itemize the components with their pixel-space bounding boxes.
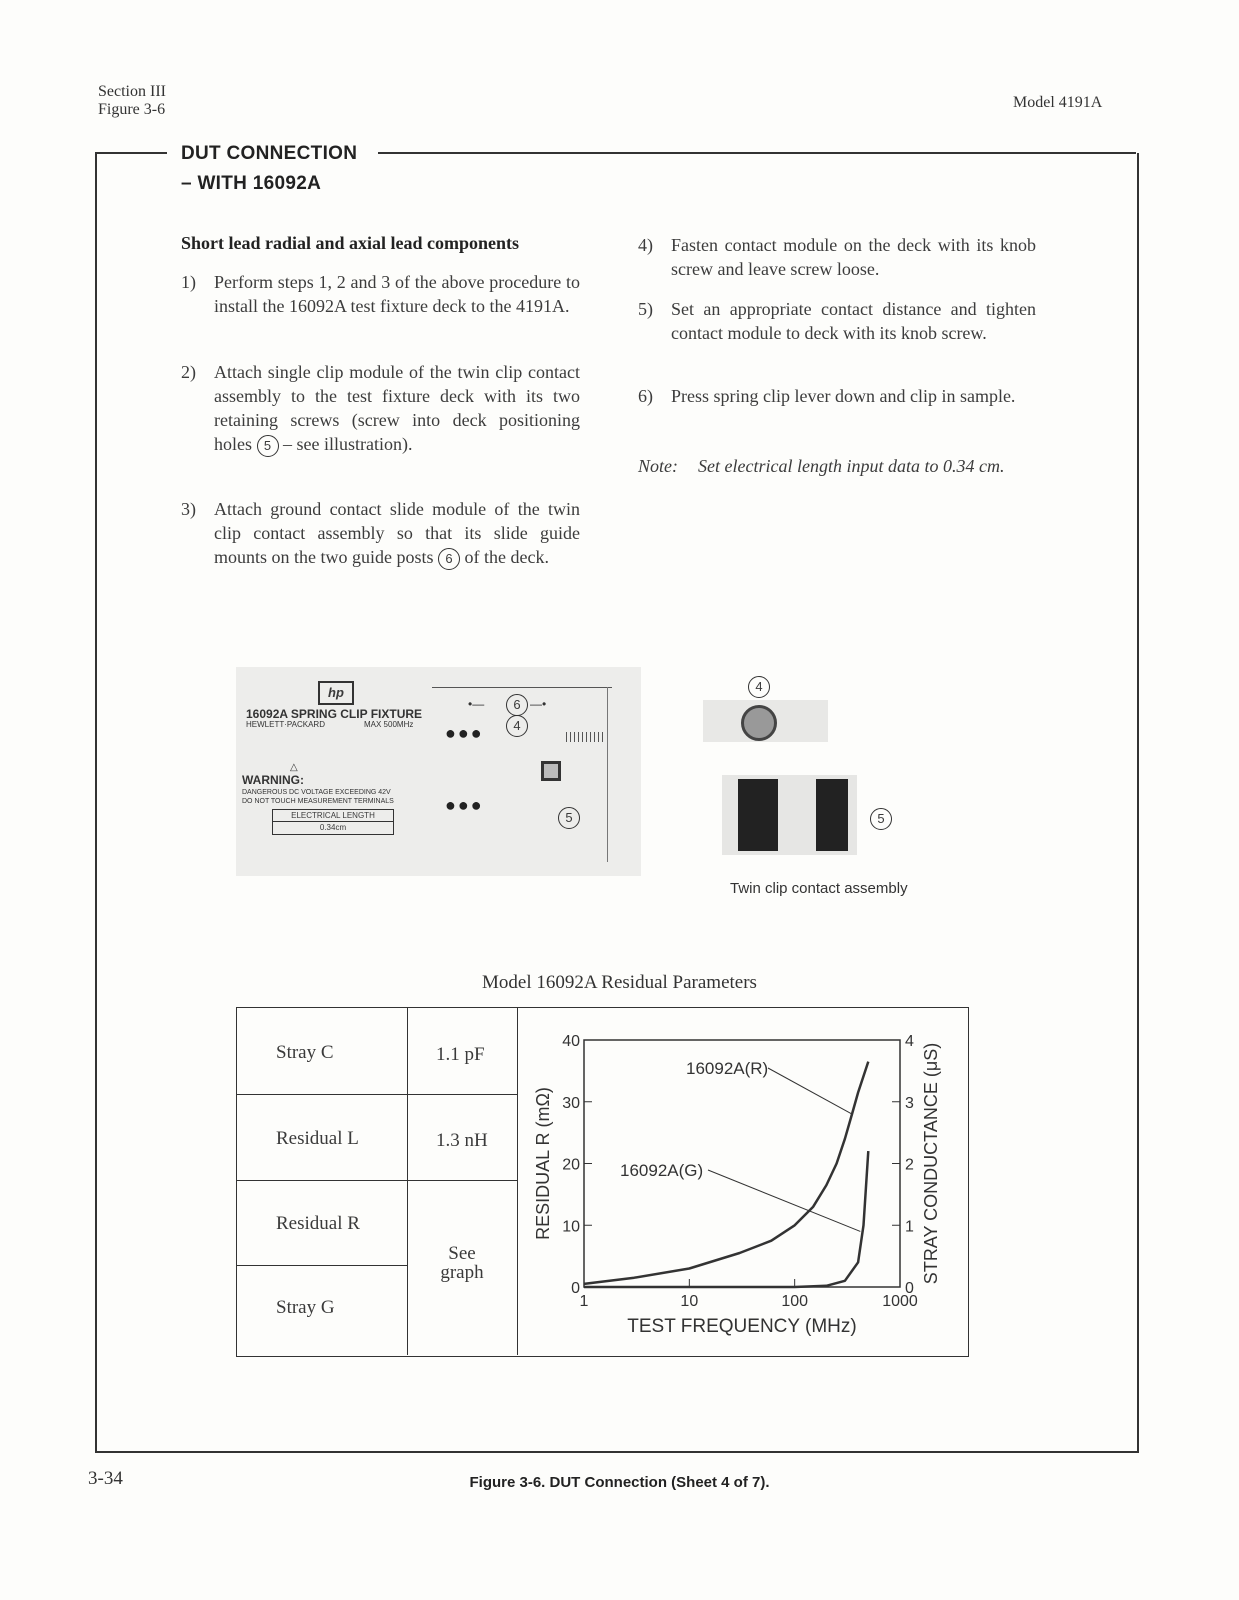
scale-ticks	[566, 732, 606, 742]
note-label: Note:	[638, 456, 678, 476]
warning-triangle-icon: △	[290, 762, 298, 773]
row-divider-1	[236, 1094, 517, 1095]
clip-block-left	[738, 779, 778, 851]
series-label-g: 16092A(G)	[620, 1161, 704, 1180]
clip-callout-5-icon: 5	[870, 808, 892, 830]
fixture-name: 16092A SPRING CLIP FIXTURE	[246, 707, 423, 721]
y2-tick-label: 1	[905, 1218, 914, 1236]
y-tick-label: 20	[562, 1156, 580, 1174]
value-residual-l: 1.3 nH	[436, 1130, 488, 1151]
y-tick-label: 30	[562, 1094, 580, 1112]
residual-title: Model 16092A Residual Parameters	[482, 972, 757, 993]
model-label: Model 4191A	[1013, 94, 1103, 111]
electrical-length-box	[272, 809, 394, 835]
title-line-1: DUT CONNECTION	[181, 143, 358, 164]
step-2-text	[214, 360, 580, 457]
step-5-number: 5)	[638, 299, 653, 319]
fixture-deck-edge	[432, 687, 612, 688]
figure-label: Figure 3-6	[98, 101, 166, 118]
callout-5-photo-icon: 5	[558, 807, 580, 829]
x-axis-label: TEST FREQUENCY (MHz)	[627, 1316, 857, 1337]
param-residual-r: Residual R	[276, 1213, 360, 1234]
frame-top-right-rule	[378, 152, 1136, 154]
series-leader-g	[708, 1170, 860, 1231]
note-text: Set electrical length input data to 0.34 cm.	[698, 456, 1005, 476]
step-6-text: Press spring clip lever down and clip in sample.	[671, 386, 1016, 406]
x-tick-label: 100	[781, 1293, 809, 1310]
electrical-length-value: 0.34cm	[319, 823, 347, 832]
knob-screw-icon	[741, 705, 777, 741]
fixture-max: MAX 500MHz	[364, 720, 414, 729]
clip-module-photo	[703, 700, 828, 742]
step-3-text-after: of the deck.	[464, 547, 549, 567]
fixture-deck-side	[607, 687, 608, 862]
callout-5-icon: 5	[257, 435, 279, 457]
step-1	[181, 270, 580, 318]
y2-tick-label: 2	[905, 1156, 914, 1174]
y-axis-label: RESIDUAL R (mΩ)	[533, 1087, 553, 1240]
guide-post-right: —•	[530, 697, 547, 711]
hp-logo: hp	[318, 681, 354, 705]
y2-tick-label: 0	[905, 1280, 914, 1297]
fixture-photo	[236, 667, 641, 876]
y2-tick-label: 3	[905, 1094, 914, 1112]
step-1-text: Perform steps 1, 2 and 3 of the above procedure to install the 16092A test fixture deck to the 4191A.	[214, 272, 580, 316]
see-graph-note	[407, 1244, 517, 1282]
row-divider-3	[236, 1265, 407, 1266]
warning-line-1: DANGEROUS DC VOLTAGE EXCEEDING 42V	[242, 789, 391, 796]
y-tick-label: 10	[562, 1218, 580, 1236]
contact-terminal-icon	[541, 761, 561, 781]
step-3-text	[214, 497, 580, 570]
y-tick-label: 40	[562, 1033, 580, 1050]
value-stray-c: 1.1 pF	[436, 1044, 485, 1065]
section-title	[181, 139, 357, 199]
figure-caption: Figure 3-6. DUT Connection (Sheet 4 of 7).	[469, 1474, 770, 1491]
param-stray-c: Stray C	[276, 1042, 334, 1063]
callout-4-photo-icon: 4	[506, 715, 528, 737]
y-tick-label: 0	[571, 1280, 580, 1297]
see-graph-line-2: graph	[440, 1262, 484, 1283]
x-tick-label: 1	[579, 1293, 589, 1310]
step-5-text: Set an appropriate contact distance and tighten contact module to deck with its knob screw.	[671, 299, 1036, 343]
param-residual-l: Residual L	[276, 1128, 359, 1149]
left-heading: Short lead radial and axial lead components	[181, 233, 520, 253]
step-3-text-before: Attach ground contact slide module of the twin clip contact assembly so that its slide guide mounts on the two guide posts	[214, 499, 580, 567]
electrical-length-label: ELECTRICAL LENGTH	[273, 810, 393, 822]
guide-post-left: •—	[468, 697, 485, 711]
section-label: Section III	[98, 83, 166, 100]
y2-tick-label: 4	[905, 1033, 914, 1050]
step-3	[181, 497, 580, 570]
see-graph-line-1: See	[448, 1243, 476, 1264]
step-5	[638, 297, 1036, 345]
note	[638, 454, 1036, 478]
step-4	[638, 233, 1036, 281]
y2-axis-label: STRAY CONDUCTANCE (μS)	[921, 1042, 941, 1285]
clip-callout-4-icon: 4	[748, 676, 770, 698]
x-tick-label: 1000	[882, 1293, 918, 1310]
step-6-number: 6)	[638, 386, 653, 406]
step-4-number: 4)	[638, 235, 653, 255]
callout-6-photo-icon: 6	[506, 694, 528, 716]
series-leader-r	[768, 1068, 852, 1114]
warning-label: WARNING:	[242, 773, 304, 787]
row-divider-2	[236, 1180, 517, 1181]
residual-chart	[518, 1010, 964, 1353]
clip-block-right	[816, 779, 848, 851]
param-stray-g: Stray G	[276, 1297, 335, 1318]
step-2-number: 2)	[181, 362, 196, 382]
clip-caption: Twin clip contact assembly	[730, 880, 908, 897]
frame-top-left-rule	[95, 152, 167, 154]
page-number: 3-34	[88, 1468, 123, 1489]
step-4-text: Fasten contact module on the deck with its knob screw and leave screw loose.	[671, 235, 1036, 279]
step-2	[181, 360, 580, 457]
step-1-number: 1)	[181, 272, 196, 292]
warning-line-2: DO NOT TOUCH MEASUREMENT TERMINALS	[242, 798, 394, 805]
clip-assembly-photo	[722, 775, 857, 855]
callout-6-icon: 6	[438, 548, 460, 570]
step-2-text-after: – see illustration).	[283, 434, 413, 454]
step-3-number: 3)	[181, 499, 196, 519]
fixture-maker: HEWLETT·PACKARD	[246, 720, 325, 729]
step-2-text-before: Attach single clip module of the twin clip contact assembly to the test fixture deck with its two retaining screws (screw into deck positioning holes	[214, 362, 580, 454]
hole-row-top-icon: ●●●	[445, 723, 484, 743]
step-6	[638, 384, 1036, 408]
hole-row-bottom-icon: ●●●	[445, 795, 484, 815]
title-line-2: – WITH 16092A	[181, 173, 322, 194]
series-label-r: 16092A(R)	[686, 1059, 769, 1078]
x-tick-label: 10	[680, 1293, 699, 1310]
